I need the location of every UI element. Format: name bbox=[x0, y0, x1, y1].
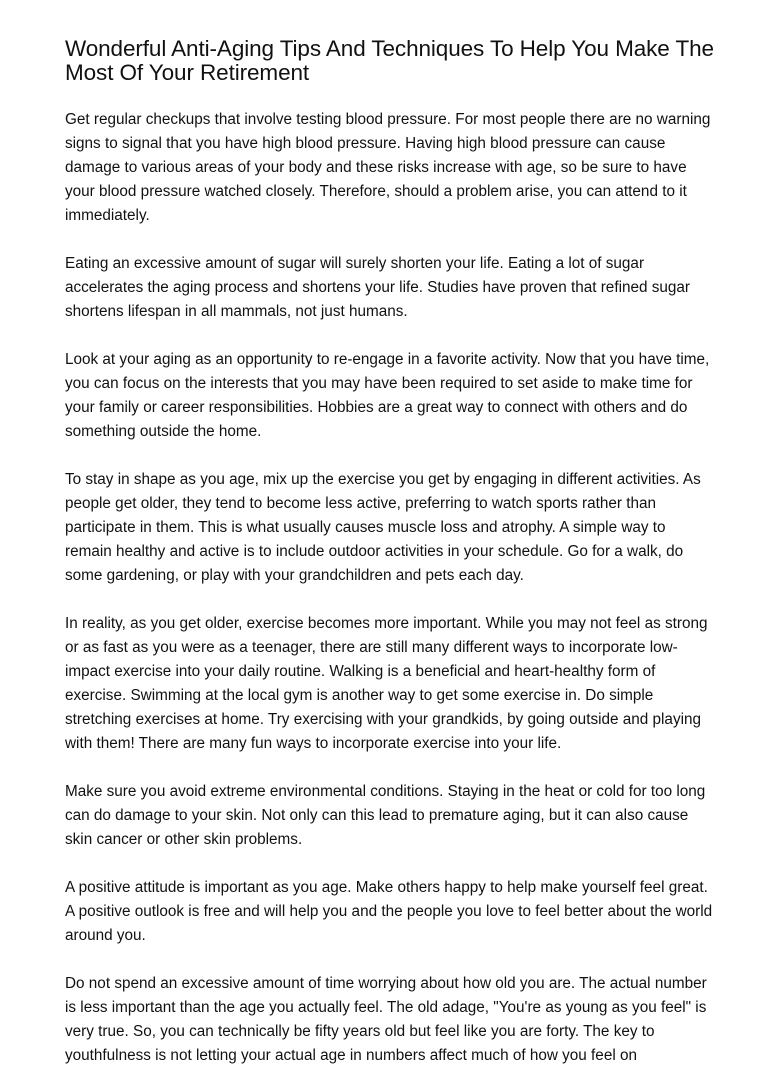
paragraph-sugar: Eating an excessive amount of sugar will surely shorten your life. Eating a lot of sugar accelerates the aging process and shortens your life. Studies have proven that refined sugar shortens lifespan in all mammals, not just humans. bbox=[65, 255, 690, 320]
paragraph-blood-pressure: Get regular checkups that involve testing blood pressure. For most people there are no warning signs to signal that you have high blood pressure. Having high blood pressure can cause damage to various areas of your body and these risks increase with age, so be sure to have your blood pressure watched closely. Therefore, should a problem arise, you can attend to it immediately. bbox=[65, 111, 711, 224]
paragraph-age-worry: Do not spend an excessive amount of time worrying about how old you are. The actual number is less important than the age you actually feel. The old adage, "You're as young as you feel" is very true. So, you can technically be fifty years old but feel like you are forty. The key to youthfulness is not letting your actual age in numbers affect much of how you feel on bbox=[65, 975, 707, 1064]
paragraph-positive-attitude: A positive attitude is important as you age. Make others happy to help make yourself feel great. A positive outlook is free and will help you and the people you love to feel better about the world around you. bbox=[65, 879, 713, 944]
paragraph-mix-exercise: To stay in shape as you age, mix up the exercise you get by engaging in different activities. As people get older, they tend to become less active, preferring to watch sports rather than participate in them. This is what usually causes muscle loss and atrophy. A simple way to remain healthy and active is to include outdoor activities in your schedule. Go for a walk, do some gardening, or play with your grandchildren and pets each day. bbox=[65, 471, 701, 584]
paragraph-environmental-conditions: Make sure you avoid extreme environmental conditions. Staying in the heat or cold for too long can do damage to your skin. Not only can this lead to premature aging, but it can also cause skin cancer or other skin problems. bbox=[65, 783, 706, 848]
document-title: Wonderful Anti-Aging Tips And Techniques To Help You Make The Most Of Your Retirement bbox=[65, 36, 714, 85]
paragraph-favorite-activity: Look at your aging as an opportunity to re-engage in a favorite activity. Now that you have time, you can focus on the interests that you may have been required to set aside to make time for your family or career responsibilities. Hobbies are a great way to connect with others and do something outside the home. bbox=[65, 351, 710, 440]
paragraph-exercise-importance: In reality, as you get older, exercise becomes more important. While you may not feel as strong or as fast as you were as a teenager, there are still many different ways to incorporate low-impact exercise into your daily routine. Walking is a beneficial and heart-healthy form of exercise. Swimming at the local gym is another way to get some exercise in. Do simple stretching exercises at home. Try exercising with your grandkids, by going outside and playing with them! There are many fun ways to incorporate exercise into your life. bbox=[65, 615, 708, 752]
document-body bbox=[65, 108, 715, 1087]
